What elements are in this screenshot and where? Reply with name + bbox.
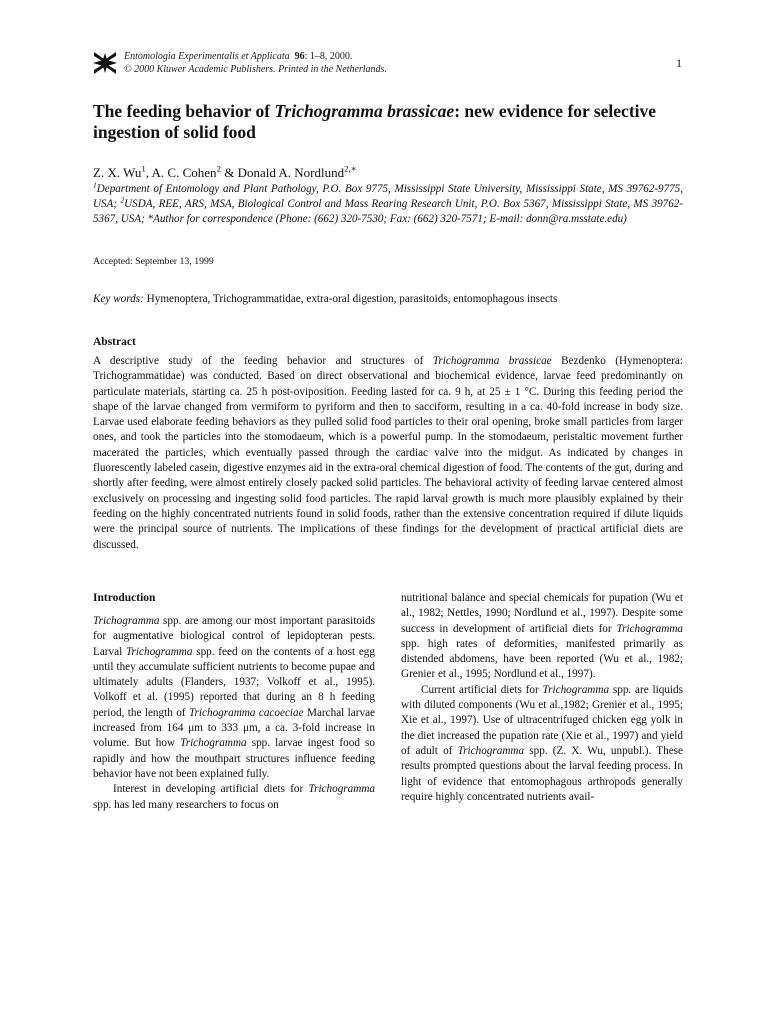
affiliation-sup: 2: [120, 195, 125, 205]
affiliation-1: Department of Entomology and Plant Pathology, P.O. Box 9775, Mississippi State University, Mississippi State, MS 39762-9775, USA;: [93, 183, 683, 210]
title-text: The feeding behavior of: [93, 101, 275, 121]
affiliations: [93, 182, 683, 227]
paragraph-text: spp. high rates of deformities, manifested primarily as distended abdomens, have been reported (Wu et al., 1982; Grenier et al., 1995; Nordlund et al., 1997).: [401, 637, 683, 681]
author-cohen: , A. C. Cohen: [145, 165, 217, 180]
author-sup: 2,∗: [344, 163, 357, 174]
intro-column-right: [401, 591, 683, 805]
journal-citation: [124, 51, 352, 62]
species-name: Trichogramma: [308, 783, 375, 796]
intro-paragraph-2-start: [93, 782, 375, 813]
title-text-end: : new evidence for selective ingestion of solid food: [93, 101, 657, 142]
title-species: Trichogramma brassicae: [274, 101, 455, 121]
paragraph-text: spp. are liquids with diluted components (Wu et al.,1982; Grenier et al., 1995; Xie et al., 1997). Use of ultracentrifuged chicken egg yolk in the diet increased the pupation rate (Xie et al., 1997) and yield of adult of: [401, 683, 683, 757]
intro-paragraph-1: [93, 614, 375, 782]
abstract-text: A descriptive study of the feeding behavior and structures of: [93, 355, 433, 367]
paragraph-text: Interest in developing artificial diets for: [113, 783, 309, 796]
article-title: [93, 101, 693, 143]
intro-paragraph-3: [401, 683, 683, 805]
abstract-text: Bezdenko (Hymenoptera: Trichogrammatidae) was conducted. Based on direct observational and biochemical evidence, larvae feed predominantly on particulate materials, starting ca. 25 h post-oviposition. Feeding lasted for ca. 9 h, at 25 ± 1 °C. During this feeding period the shape of the larvae changed from vermiform to pyriform and then to sacciform, resulting in a ca. 40-fold increase in body size. Larvae used elaborate feeding behaviors as they pulled solid food particles to their oral opening, broke small particles from larger ones, and took the particles into the stomodaeum, which is a powerful pump. In the stomodaeum, peristaltic movement further macerated the particles, which eventually passed through the cardiac valve into the midgut. As indicated by changes in fluorescently labeled casein, digestive enzymes aid in the extra-oral chemical digestion of food. The contents of the gut, during and shortly after feeding, were almost entirely closely packed solid particles. The behavioral activity of feeding larvae centered almost exclusively on processing and ingesting solid food particles. The rapid larval growth is much more plausibly explained by their feeding on the highly concentrated nutrients found in solid foods, rather than the extensive concentration required if dilute liquids were the principal source of nutrients. The implications of these findings for the development of practical artificial diets are discussed.: [93, 355, 683, 551]
author-sup: 1: [141, 163, 146, 174]
introduction-heading: Introduction: [93, 592, 156, 604]
keywords: [93, 293, 683, 305]
affiliation-sup: 1: [93, 180, 97, 190]
abstract-body: [93, 354, 683, 553]
species-name: Trichogramma: [616, 622, 683, 635]
journal-name: Entomologia Experimentalis et Applicata: [124, 51, 290, 62]
paragraph-text: nutritional balance and special chemicals for pupation (Wu et al., 1982; Nettles, 1990; Nordlund et al., 1997). Despite some success in development of artificial diets for: [401, 592, 683, 635]
species-name: Trichogramma: [125, 645, 193, 658]
abstract-heading: Abstract: [93, 336, 136, 348]
author-nordlund: & Donald A. Nordlund: [220, 165, 345, 180]
page-number: 1: [676, 56, 682, 70]
abstract-species: Trichogramma brassicae: [432, 355, 552, 367]
intro-paragraph-2-end: [401, 591, 683, 683]
journal-pages-year: : 1–8, 2000.: [304, 51, 353, 62]
author-list: [93, 165, 693, 181]
author-wu: Z. X. Wu: [93, 165, 142, 180]
paragraph-text: spp. are among our most important parasitoids for augmentative biological control of lepidopteran pests. Larval: [93, 615, 375, 658]
journal-volume: 96: [294, 51, 305, 62]
paragraph-text: spp. feed on the contents of a host egg until they accumulate sufficient nutrients to become pupae and ultimately adults (Flanders, 1937; Volkoff et al., 1995). Volkoff et al. (1995) reported that during an 8 h feeding period, the length of: [93, 645, 375, 719]
paragraph-text: spp. has led many researchers to focus on: [93, 798, 279, 811]
keywords-text: Hymenoptera, Trichogrammatidae, extra-oral digestion, parasitoids, entomophagous insects: [143, 293, 558, 305]
affiliation-2: USDA, REE, ARS, MSA, Biological Control and Mass Rearing Research Unit, P.O. Box 5367, Mississippi State, MS 39762-5367, USA; *Author for correspondence (Phone: (662) 320-7530; Fax: (662) 320-7571; E-mail: donn@ra.msstate.edu): [93, 198, 684, 225]
paragraph-text: Marchal larvae increased from 164 μm to 333 μm, a ca. 3-fold increase in volume. But how: [93, 706, 375, 750]
paragraph-text: Current artificial diets for: [421, 683, 543, 696]
species-name: Trichogramma cacoeciae: [188, 706, 304, 719]
species-name: Trichogramma: [457, 744, 525, 757]
paragraph-text: spp. larvae ingest food so rapidly and how the mouthpart structures influence feeding behavior have not been explained fully.: [93, 737, 375, 780]
species-name: Trichogramma: [93, 615, 160, 627]
author-sup: 2: [216, 163, 221, 174]
species-name: Trichogramma: [542, 683, 610, 696]
copyright-line: © 2000 Kluwer Academic Publishers. Printed in the Netherlands.: [124, 64, 387, 75]
keywords-label: Key words:: [93, 293, 144, 305]
accepted-date: Accepted: September 13, 1999: [93, 256, 214, 267]
paragraph-text: spp. (Z. X. Wu, unpubl.). These results prompted questions about the larval feeding process. In light of evidence that entomophagous arthropods generally require highly concentrated nutrients avail-: [401, 744, 683, 803]
intro-column-left: [93, 614, 375, 813]
kluwer-logo-icon: [92, 50, 118, 76]
species-name: Trichogramma: [180, 737, 247, 750]
